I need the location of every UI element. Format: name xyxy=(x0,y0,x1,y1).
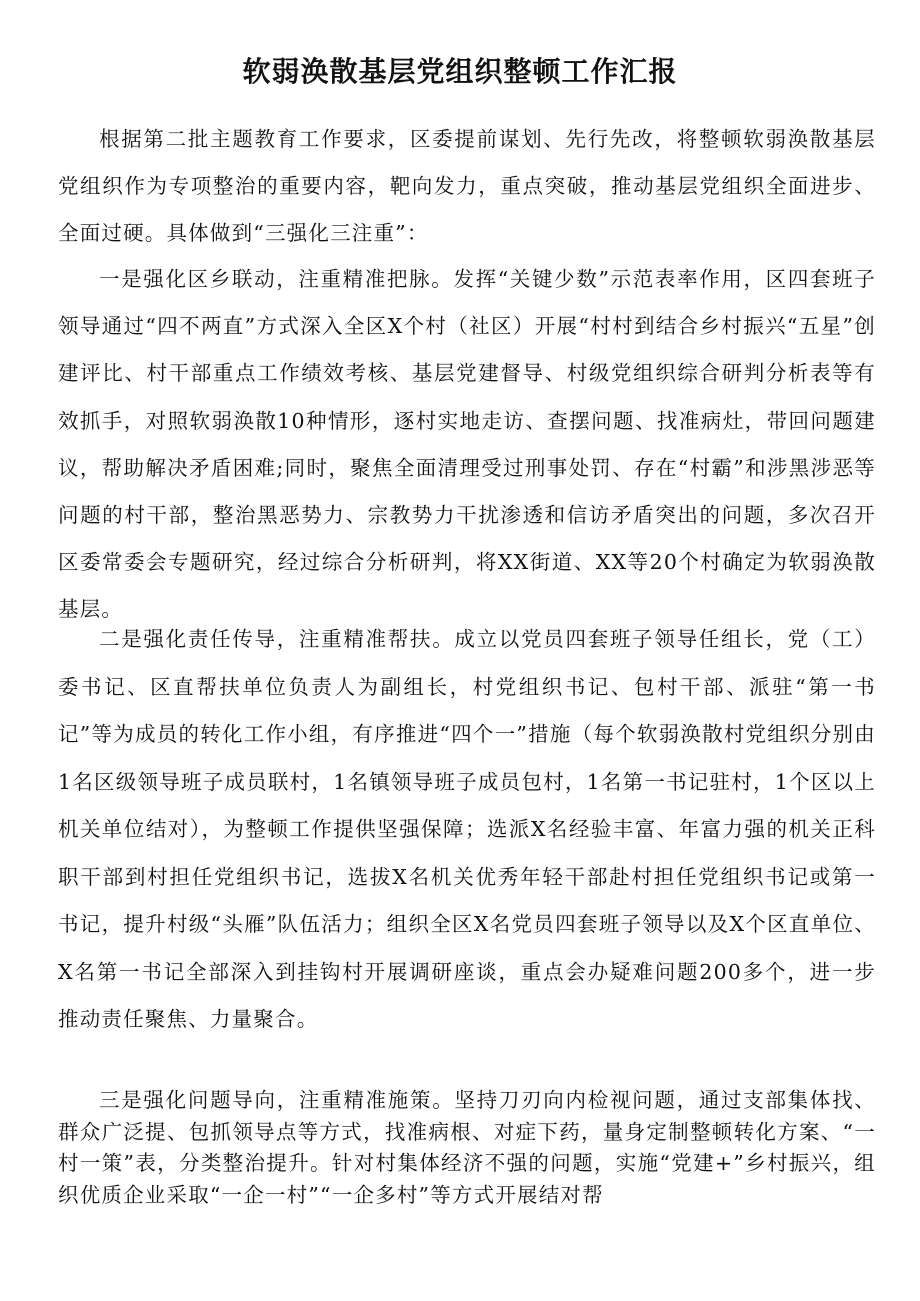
paragraph-point-two: 二是强化责任传导，注重精准帮扶。成立以党员四套班子领导任组长，党（工）委书记、区直帮扶单位负责人为副组长，村党组织书记、包村干部、派驻“第一书记”等为成员的转化工作小组，有序推进“四个一”措施（每个软弱涣散村党组织分别由1名区级领导班子成员联村，1名镇领导班子成员包村，1名第一书记驻村，1个区以上机关单位结对），为整顿工作提供坚强保障；选派X名经验丰富、年富力强的机关正科职干部到村担任党组织书记，选拔X名机关优秀年轻干部赴村担任党组织书记或第一书记，提升村级“头雁”队伍活力；组织全区X名党员四套班子领导以及X个区直单位、X名第一书记全部深入到挂钩村开展调研座谈，重点会办疑难问题200多个，进一步推动责任聚焦、力量聚合。 xyxy=(58,627,876,1031)
paragraph-point-one: 一是强化区乡联动，注重精准把脉。发挥“关键少数”示范表率作用，区四套班子领导通过“四不两直”方式深入全区X个村（社区）开展“村村到结合乡村振兴“五星”创建评比、村干部重点工作绩效考核、基层党建督导、村级党组织综合研判分析表等有效抓手，对照软弱涣散10种情形，逐村实地走访、查摆问题、找准病灶，带回问题建议，帮助解决矛盾困难;同时，聚焦全面清理受过刑事处罚、存在“村霸”和涉黑涉恶等问题的村干部，整治黑恶势力、宗教势力干扰渗透和信访矛盾突出的问题，多次召开区委常委会专题研究，经过综合分析研判，将XX街道、XX等20个村确定为软弱涣散基层。 xyxy=(58,267,876,622)
paragraph-intro: 根据第二批主题教育工作要求，区委提前谋划、先行先改，将整顿软弱涣散基层党组织作为专项整治的重要内容，靶向发力，重点突破，推动基层党组织全面进步、全面过硬。具体做到“三强化三注重”： xyxy=(58,127,876,245)
paragraph-point-three: 三是强化问题导向，注重精准施策。坚持刀刃向内检视问题，通过支部集体找、群众广泛提、包抓领导点等方式，找准病根、对症下药，量身定制整顿转化方案、“一村一策”表，分类整治提升。针对村集体经济不强的问题，实施“党建+”乡村振兴，组织优质企业采取“一企一村”“一企多村”等方式开展结对帮 xyxy=(58,1088,876,1207)
document-title: 软弱涣散基层党组织整顿工作汇报 xyxy=(242,55,678,88)
